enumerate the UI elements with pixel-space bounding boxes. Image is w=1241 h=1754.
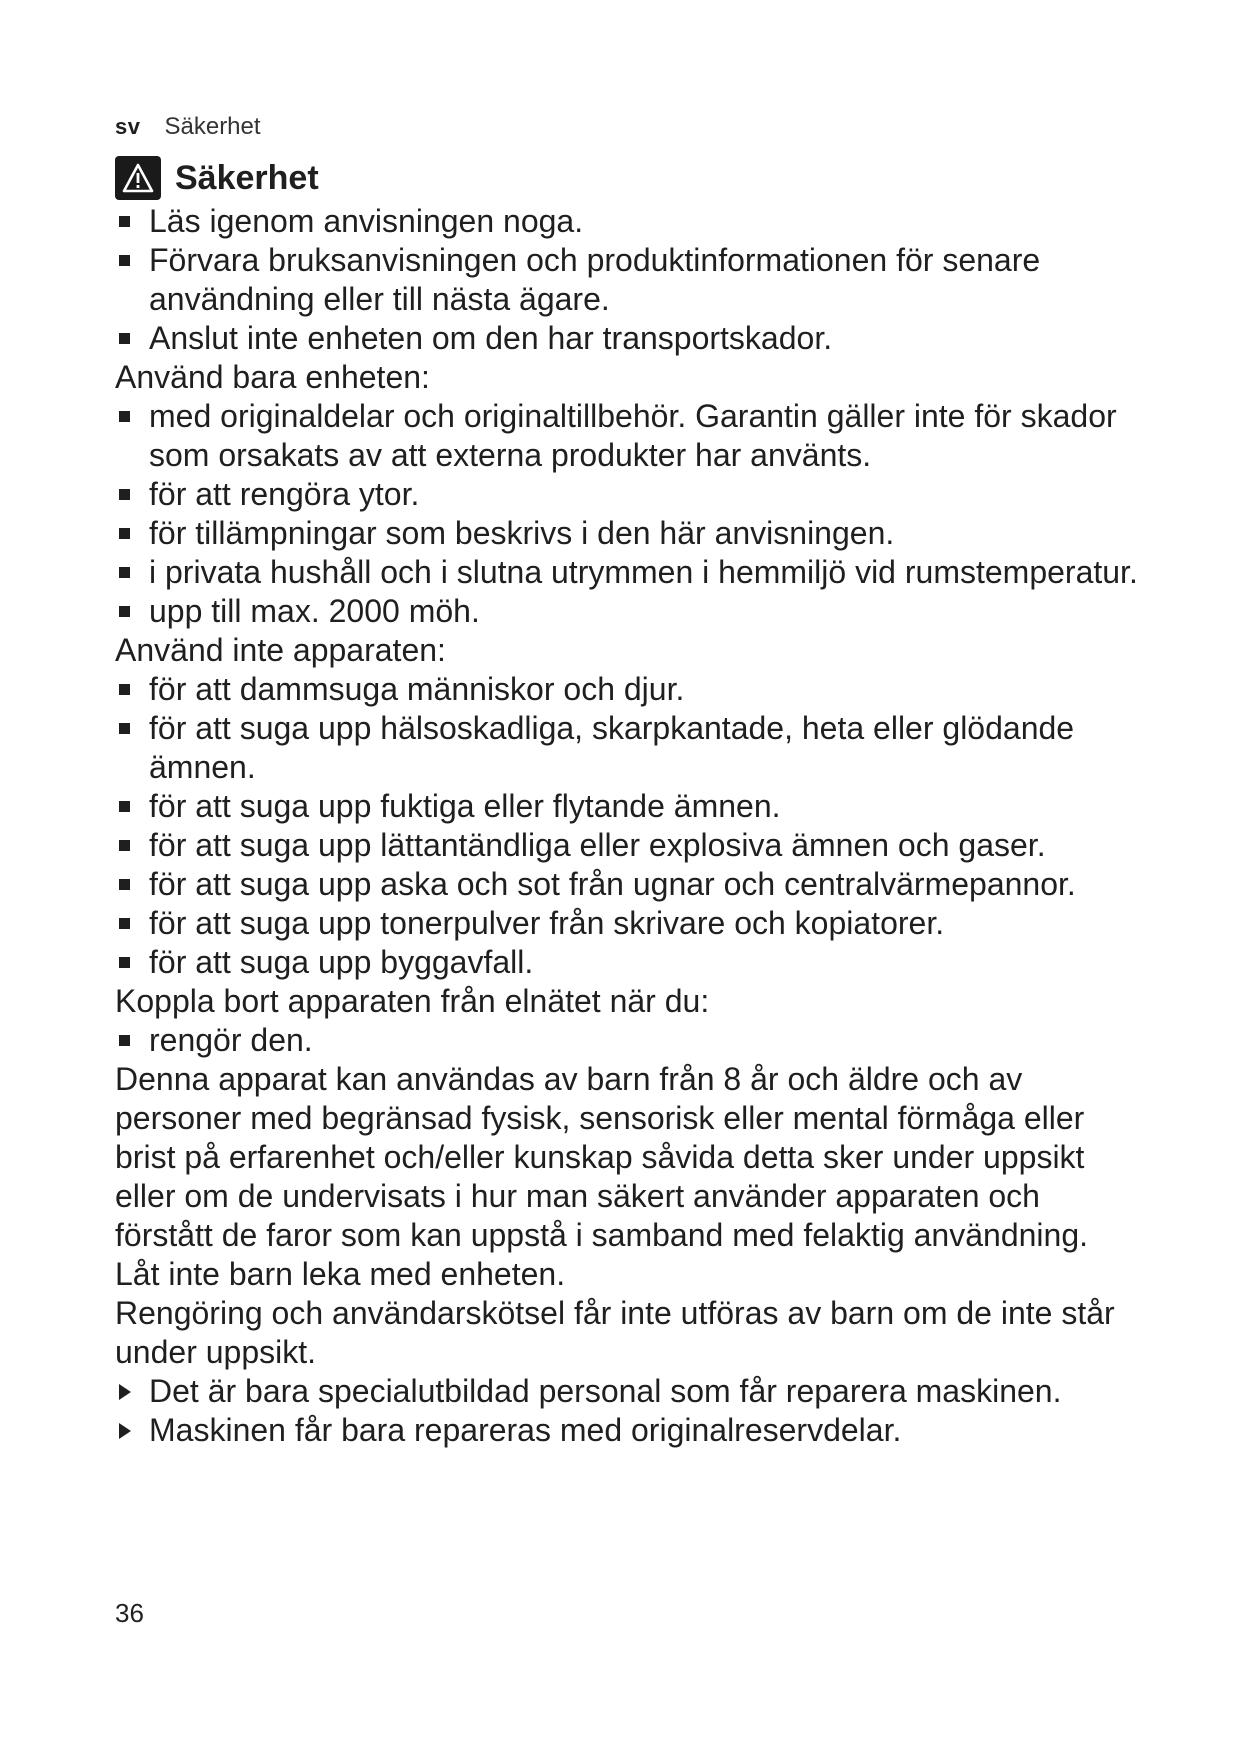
list-item [115, 553, 1145, 592]
square-bullet-icon [119, 1035, 130, 1046]
list-item [115, 865, 1145, 904]
list-item-text: för att suga upp fuktiga eller flytande ämnen. [149, 788, 781, 824]
list-item [115, 319, 1145, 358]
safety-content [115, 202, 1145, 1450]
paragraph: Rengöring och användarskötsel får inte utföras av barn om de inte står under uppsikt. [115, 1295, 1115, 1370]
list-item [115, 397, 1145, 475]
language-code: sv [115, 114, 141, 139]
section-name: Säkerhet [164, 113, 261, 140]
square-bullet-icon [119, 528, 130, 539]
list-item [115, 592, 1145, 631]
square-bullet-icon [119, 333, 130, 344]
list-item-text: för tillämpningar som beskrivs i den här anvisningen. [149, 515, 895, 551]
list-item-text: för att suga upp byggavfall. [149, 944, 534, 980]
list-item-text: i privata hushåll och i slutna utrymmen i hemmiljö vid rumstemperatur. [149, 554, 1138, 590]
square-bullet-icon [119, 606, 130, 617]
section-heading [115, 154, 1145, 202]
list-item-text: Det är bara specialutbildad personal som får reparera maskinen. [149, 1373, 1062, 1409]
list-item-text: Förvara bruksanvisningen och produktinformationen för senare användning eller till nästa ägare. [149, 242, 1041, 317]
list-item-text: för att suga upp aska och sot från ugnar och centralvärmepannor. [149, 866, 1076, 902]
list-item [115, 943, 1145, 982]
square-bullet-icon [119, 957, 130, 968]
paragraph: Använd bara enheten: [115, 359, 430, 395]
square-bullet-icon [119, 489, 130, 500]
square-bullet-icon [119, 918, 130, 929]
list-item [115, 475, 1145, 514]
running-header [115, 110, 1145, 144]
paragraph: Låt inte barn leka med enheten. [115, 1256, 566, 1292]
square-bullet-icon [119, 567, 130, 578]
list-item-text: för att suga upp hälsoskadliga, skarpkantade, heta eller glödande ämnen. [149, 710, 1075, 785]
list-item [115, 670, 1145, 709]
paragraph: Använd inte apparaten: [115, 632, 446, 668]
instruction-item [115, 1372, 1145, 1411]
manual-page [115, 110, 1145, 1450]
list-item-text: för att rengöra ytor. [149, 476, 420, 512]
list-item [115, 787, 1145, 826]
list-item [115, 514, 1145, 553]
warning-triangle-icon [115, 156, 161, 200]
square-bullet-icon [119, 840, 130, 851]
list-item [115, 241, 1145, 319]
list-item [115, 904, 1145, 943]
list-item [115, 202, 1145, 241]
list-item-text: Anslut inte enheten om den har transportskador. [149, 320, 833, 356]
instruction-item [115, 1411, 1145, 1450]
list-item-text: Maskinen får bara repareras med originalreservdelar. [149, 1412, 902, 1448]
square-bullet-icon [119, 411, 130, 422]
arrow-bullet-icon [119, 1384, 131, 1400]
list-item-text: för att dammsuga människor och djur. [149, 671, 685, 707]
list-item [115, 709, 1145, 787]
list-item-text: med originaldelar och originaltillbehör. Garantin gäller inte för skador som orsakats av att externa produkter har använts. [149, 398, 1117, 473]
square-bullet-icon [119, 879, 130, 890]
list-item [115, 826, 1145, 865]
list-item-text: för att suga upp lättantändliga eller explosiva ämnen och gaser. [149, 827, 1046, 863]
list-item-text: rengör den. [149, 1022, 313, 1058]
page-number: 36 [115, 1598, 144, 1628]
list-item-text: för att suga upp tonerpulver från skrivare och kopiatorer. [149, 905, 945, 941]
square-bullet-icon [119, 255, 130, 266]
square-bullet-icon [119, 684, 130, 695]
page-title: Säkerhet [175, 159, 319, 197]
arrow-bullet-icon [119, 1423, 131, 1439]
list-item-text: Läs igenom anvisningen noga. [149, 203, 584, 239]
square-bullet-icon [119, 723, 130, 734]
paragraph: Koppla bort apparaten från elnätet när du: [115, 983, 710, 1019]
list-item-text: upp till max. 2000 möh. [149, 593, 480, 629]
square-bullet-icon [119, 801, 130, 812]
paragraph: Denna apparat kan användas av barn från 8 år och äldre och av personer med begränsad fysisk, sensorisk eller mental förmåga eller brist på erfarenhet och/eller kunskap såvida detta sker under uppsikt eller om de undervisats i hur man säkert använder apparaten och förstått de faror som kan uppstå i samband med felaktig användning. [115, 1061, 1088, 1253]
square-bullet-icon [119, 216, 130, 227]
list-item [115, 1021, 1145, 1060]
